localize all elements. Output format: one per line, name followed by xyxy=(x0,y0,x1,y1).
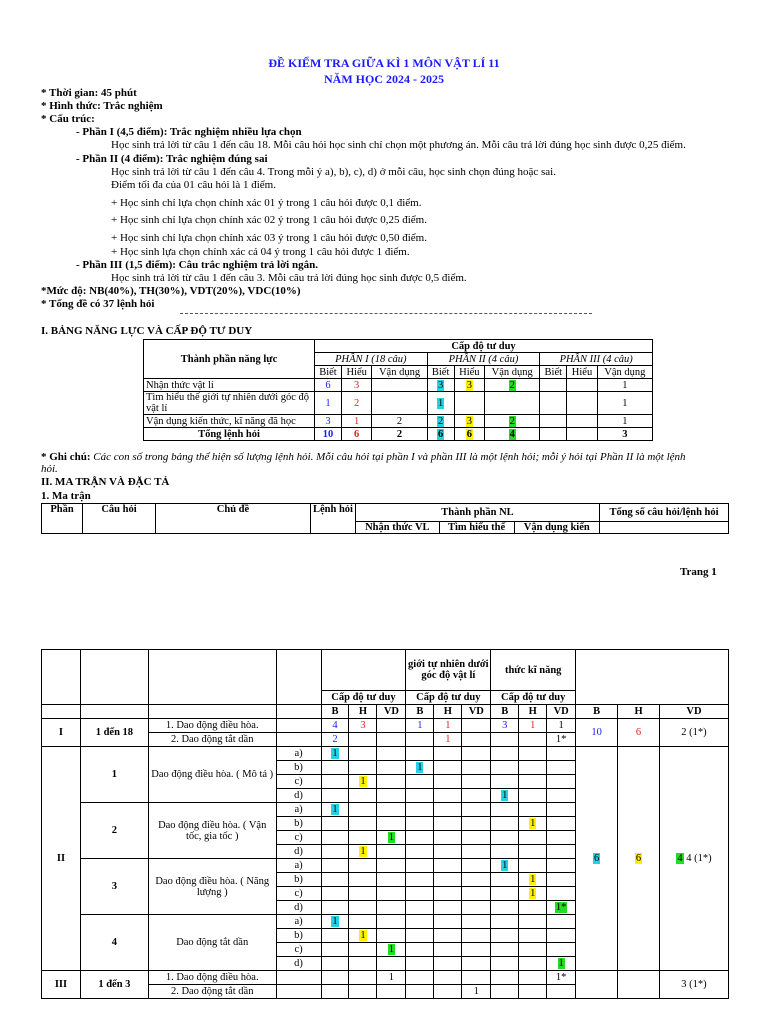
part2-heading: - Phần II (4 điểm): Trắc nghiệm đúng sai xyxy=(76,153,268,165)
col-vd: Vận dụng xyxy=(485,366,540,379)
part2-rule3: + Học sinh chỉ lựa chọn chính xác 03 ý trong 1 câu hỏi được 0,50 điểm. xyxy=(111,232,427,244)
col-competency: Thành phần năng lực xyxy=(144,340,315,379)
table-row-total: Tổng lệnh hỏi 10 6 2 6 6 4 3 xyxy=(144,428,653,441)
info-structure: * Cấu trúc: xyxy=(41,113,95,125)
part2-desc1: Học sinh trả lời từ câu 1 đến câu 4. Trong mỗi ý a), b), c), d) ở mỗi câu, học sinh chọn đúng hoặc sai. xyxy=(111,166,556,178)
info-level: *Mức độ: NB(40%), TH(30%), VDT(20%), VDC(10%) xyxy=(41,285,301,297)
table-row: 2. Dao động tắt dần 1 xyxy=(42,985,729,999)
section2-subtitle: 1. Ma trận xyxy=(41,490,91,502)
part3-heading: - Phần III (1,5 điểm): Câu trắc nghiệm trả lời ngắn. xyxy=(76,259,318,271)
table-row: III 1 đến 3 1. Dao động điều hòa. 1 1* 3 (1*) xyxy=(42,971,729,985)
note-line2: hỏi. xyxy=(41,463,58,475)
matrix-header-table: Phần Câu hỏi Chủ đề Lệnh hỏi Thành phần NL Tổng số câu hỏi/lệnh hỏi Nhận thức VL Tìm hiểu thế Vận dụng kiến xyxy=(41,503,729,534)
col-h: Hiểu xyxy=(454,366,484,379)
part2-rule4: + Học sinh lựa chọn chính xác cả 04 ý trong 1 câu hỏi được 1 điểm. xyxy=(111,246,410,258)
part2-desc2: Điểm tối đa của 01 câu hỏi là 1 điểm. xyxy=(111,179,276,191)
table-row: Nhận thức vật lí 6 3 3 3 2 1 xyxy=(144,379,653,392)
col-vd: Vận dụng xyxy=(372,366,427,379)
col-part2: PHẦN II (4 câu) xyxy=(427,353,540,366)
col-part1: PHẦN I (18 câu) xyxy=(315,353,428,366)
col-b: Biết xyxy=(540,366,567,379)
page-number: Trang 1 xyxy=(680,566,717,578)
section2-title: II. MA TRẬN VÀ ĐẶC TẢ xyxy=(41,476,170,488)
part1-desc: Học sinh trả lời từ câu 1 đến câu 18. Mỗi câu hỏi học sinh chỉ chọn một phương án. Mỗi câu trả lời đúng học sinh được 0,25 điểm. xyxy=(111,139,686,151)
col-b: Biết xyxy=(427,366,454,379)
table-row: I 1 đến 18 1. Dao động điều hòa. 4 3 1 1 3 1 1 10 6 2 (1*) xyxy=(42,719,729,733)
doc-title: ĐỀ KIỂM TRA GIỮA KÌ 1 MÔN VẬT LÍ 11 xyxy=(268,56,500,70)
info-form: * Hình thức: Trắc nghiệm xyxy=(41,100,163,112)
note-line1: * Ghi chú: Các con số trong bảng thể hiện số lượng lệnh hỏi. Mỗi câu hỏi tại phần I và phần III là một lệnh hỏi; mỗi ý hỏi tại Phần II là một lệnh xyxy=(41,451,686,463)
table-row: Tìm hiểu thế giới tự nhiên dưới góc độ vật lí 1 2 1 1 xyxy=(144,392,653,415)
table-row: 2. Dao động tắt dần 2 1 1* xyxy=(42,733,729,747)
doc-subtitle: NĂM HỌC 2024 - 2025 xyxy=(324,72,444,86)
col-h: Hiểu xyxy=(341,366,371,379)
competency-table xyxy=(143,339,653,441)
part2-rule2: + Học sinh chỉ lựa chọn chính xác 02 ý trong 1 câu hỏi được 0,25 điểm. xyxy=(111,214,427,226)
col-level: Cấp độ tư duy xyxy=(315,340,653,353)
part1-heading: - Phần I (4,5 điểm): Trắc nghiệm nhiều lựa chọn xyxy=(76,126,302,138)
col-b: Biết xyxy=(315,366,342,379)
info-time: * Thời gian: 45 phút xyxy=(41,87,137,99)
col-h: Hiểu xyxy=(567,366,597,379)
part2-rule1: + Học sinh chỉ lựa chọn chính xác 01 ý trong 1 câu hỏi được 0,1 điểm. xyxy=(111,197,422,209)
matrix-table: giới tự nhiên dưới góc độ vật lí thức kĩ năng Cấp độ tư duy Cấp độ tư duy Cấp độ tư duy B H VD B H VD B H VD B H VD I 1 đến 18 1. Dao động điều hòa. 4 3 1 1 3 1 1 10 6 2 (1*) 2. Dao động tắt dần 2 1 1* II 1 Dao động điều hòa. ( Mô tả ) a) 1 6 6 4 4 (1*) b) 1 c) 1 d) 1 2 Dao động điều hòa. ( Vận tốc, gia tốc ) a) 1 b) 1 c) 1 d) 1 3 Dao động điều hòa. ( Năng lượng ) a) 1 b) 1 c) 1 d) 1* 4 Dao động tắt dần a) 1 b) 1 c) 1 d) 1 III 1 đến 3 1. Dao động điều hòa. 1 1* 3 (1*) 2. Dao động tắt dần 1 xyxy=(41,649,729,999)
col-part3: PHẦN III (4 câu) xyxy=(540,353,653,366)
part3-desc: Học sinh trả lời từ câu 1 đến câu 3. Mỗi câu trả lời đúng học sinh được 0,5 điểm. xyxy=(111,272,467,284)
divider xyxy=(180,313,592,314)
section1-title: I. BẢNG NĂNG LỰC VÀ CẤP ĐỘ TƯ DUY xyxy=(41,325,253,337)
col-vd: Vận dụng xyxy=(597,366,652,379)
table-row: Vận dụng kiến thức, kĩ năng đã học 3 1 2 2 3 2 1 xyxy=(144,415,653,428)
info-total: * Tổng đề có 37 lệnh hỏi xyxy=(41,298,155,310)
